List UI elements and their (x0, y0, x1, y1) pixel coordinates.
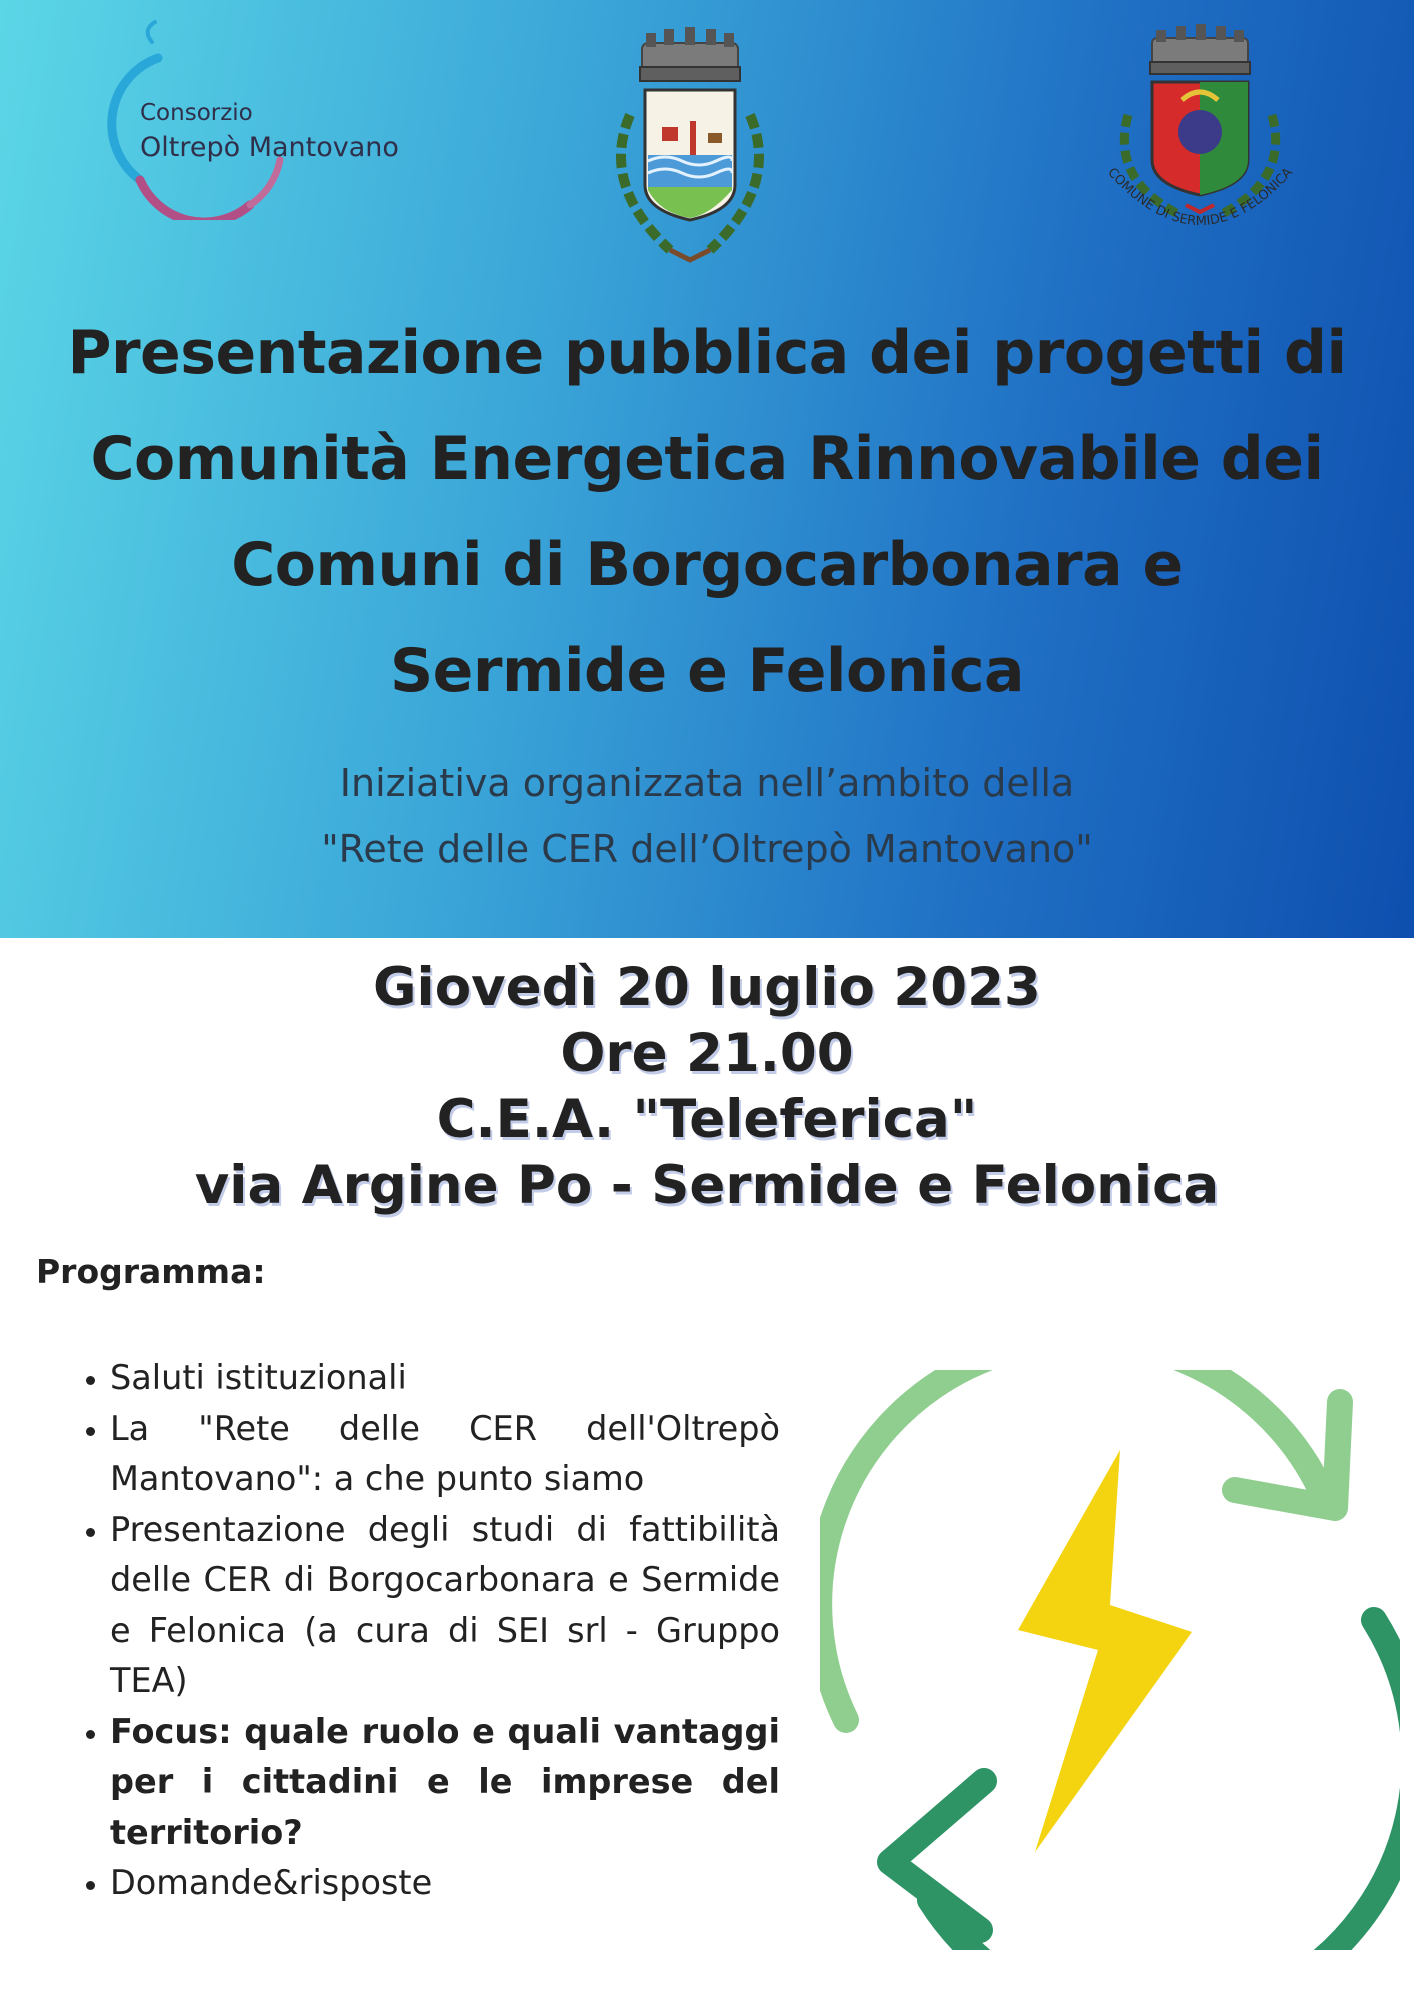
municipal-crest-icon (1090, 20, 1310, 270)
programma-item: • Focus: quale ruolo e quali vantaggi per i cittadini e le imprese del territorio? (110, 1707, 780, 1859)
arrowhead-dark (890, 1781, 984, 1930)
programma-item: • Domande&risposte (110, 1858, 780, 1909)
programma-heading: Programma: (36, 1252, 266, 1291)
programma-list (78, 1353, 780, 1909)
consorzio-logo-line2: Oltrepò Mantovano (140, 132, 399, 163)
title-line: Presentazione pubblica dei progetti di (67, 318, 1347, 388)
event-venue: C.E.A. "Teleferica" (436, 1089, 978, 1150)
title-line: Comunità Energetica Rinnovabile dei (90, 424, 1324, 494)
subtitle-line: Iniziativa organizzata nell’ambito della (339, 761, 1075, 805)
programma-item: • Presentazione degli studi di fattibilità delle CER di Borgocarbonara e Sermide e Felonica (a cura di SEI srl - Gruppo TEA) (110, 1505, 780, 1707)
municipal-crest-icon (590, 15, 790, 285)
programma-item: • Saluti istituzionali (110, 1353, 780, 1404)
title-line: Sermide e Felonica (389, 636, 1025, 706)
subtitle (20, 750, 1394, 882)
programma-item: • La "Rete delle CER dell'Oltrepò Mantovano": a che punto siamo (110, 1404, 780, 1505)
sermide-felonica-crest (1090, 20, 1310, 270)
event-time: Ore 21.00 (560, 1023, 854, 1084)
page-title (20, 300, 1394, 724)
header-banner (0, 0, 1414, 938)
event-date: Giovedì 20 luglio 2023 (373, 957, 1041, 1018)
borgocarbonara-crest (590, 15, 790, 285)
consorzio-logo-line1: Consorzio (140, 100, 253, 126)
event-address: via Argine Po - Sermide e Felonica (194, 1155, 1220, 1216)
lightning-bolt-icon (1018, 1450, 1192, 1852)
crest-circular-text: COMUNE DI SERMIDE E FELONICA (1104, 165, 1296, 230)
consorzio-logo (100, 20, 440, 220)
subtitle-line: "Rete delle CER dell’Oltrepò Mantovano" (321, 827, 1093, 871)
event-details (20, 955, 1394, 1219)
lightning-cycle-icon (820, 1370, 1400, 1950)
title-line: Comuni di Borgocarbonara e (231, 530, 1183, 600)
